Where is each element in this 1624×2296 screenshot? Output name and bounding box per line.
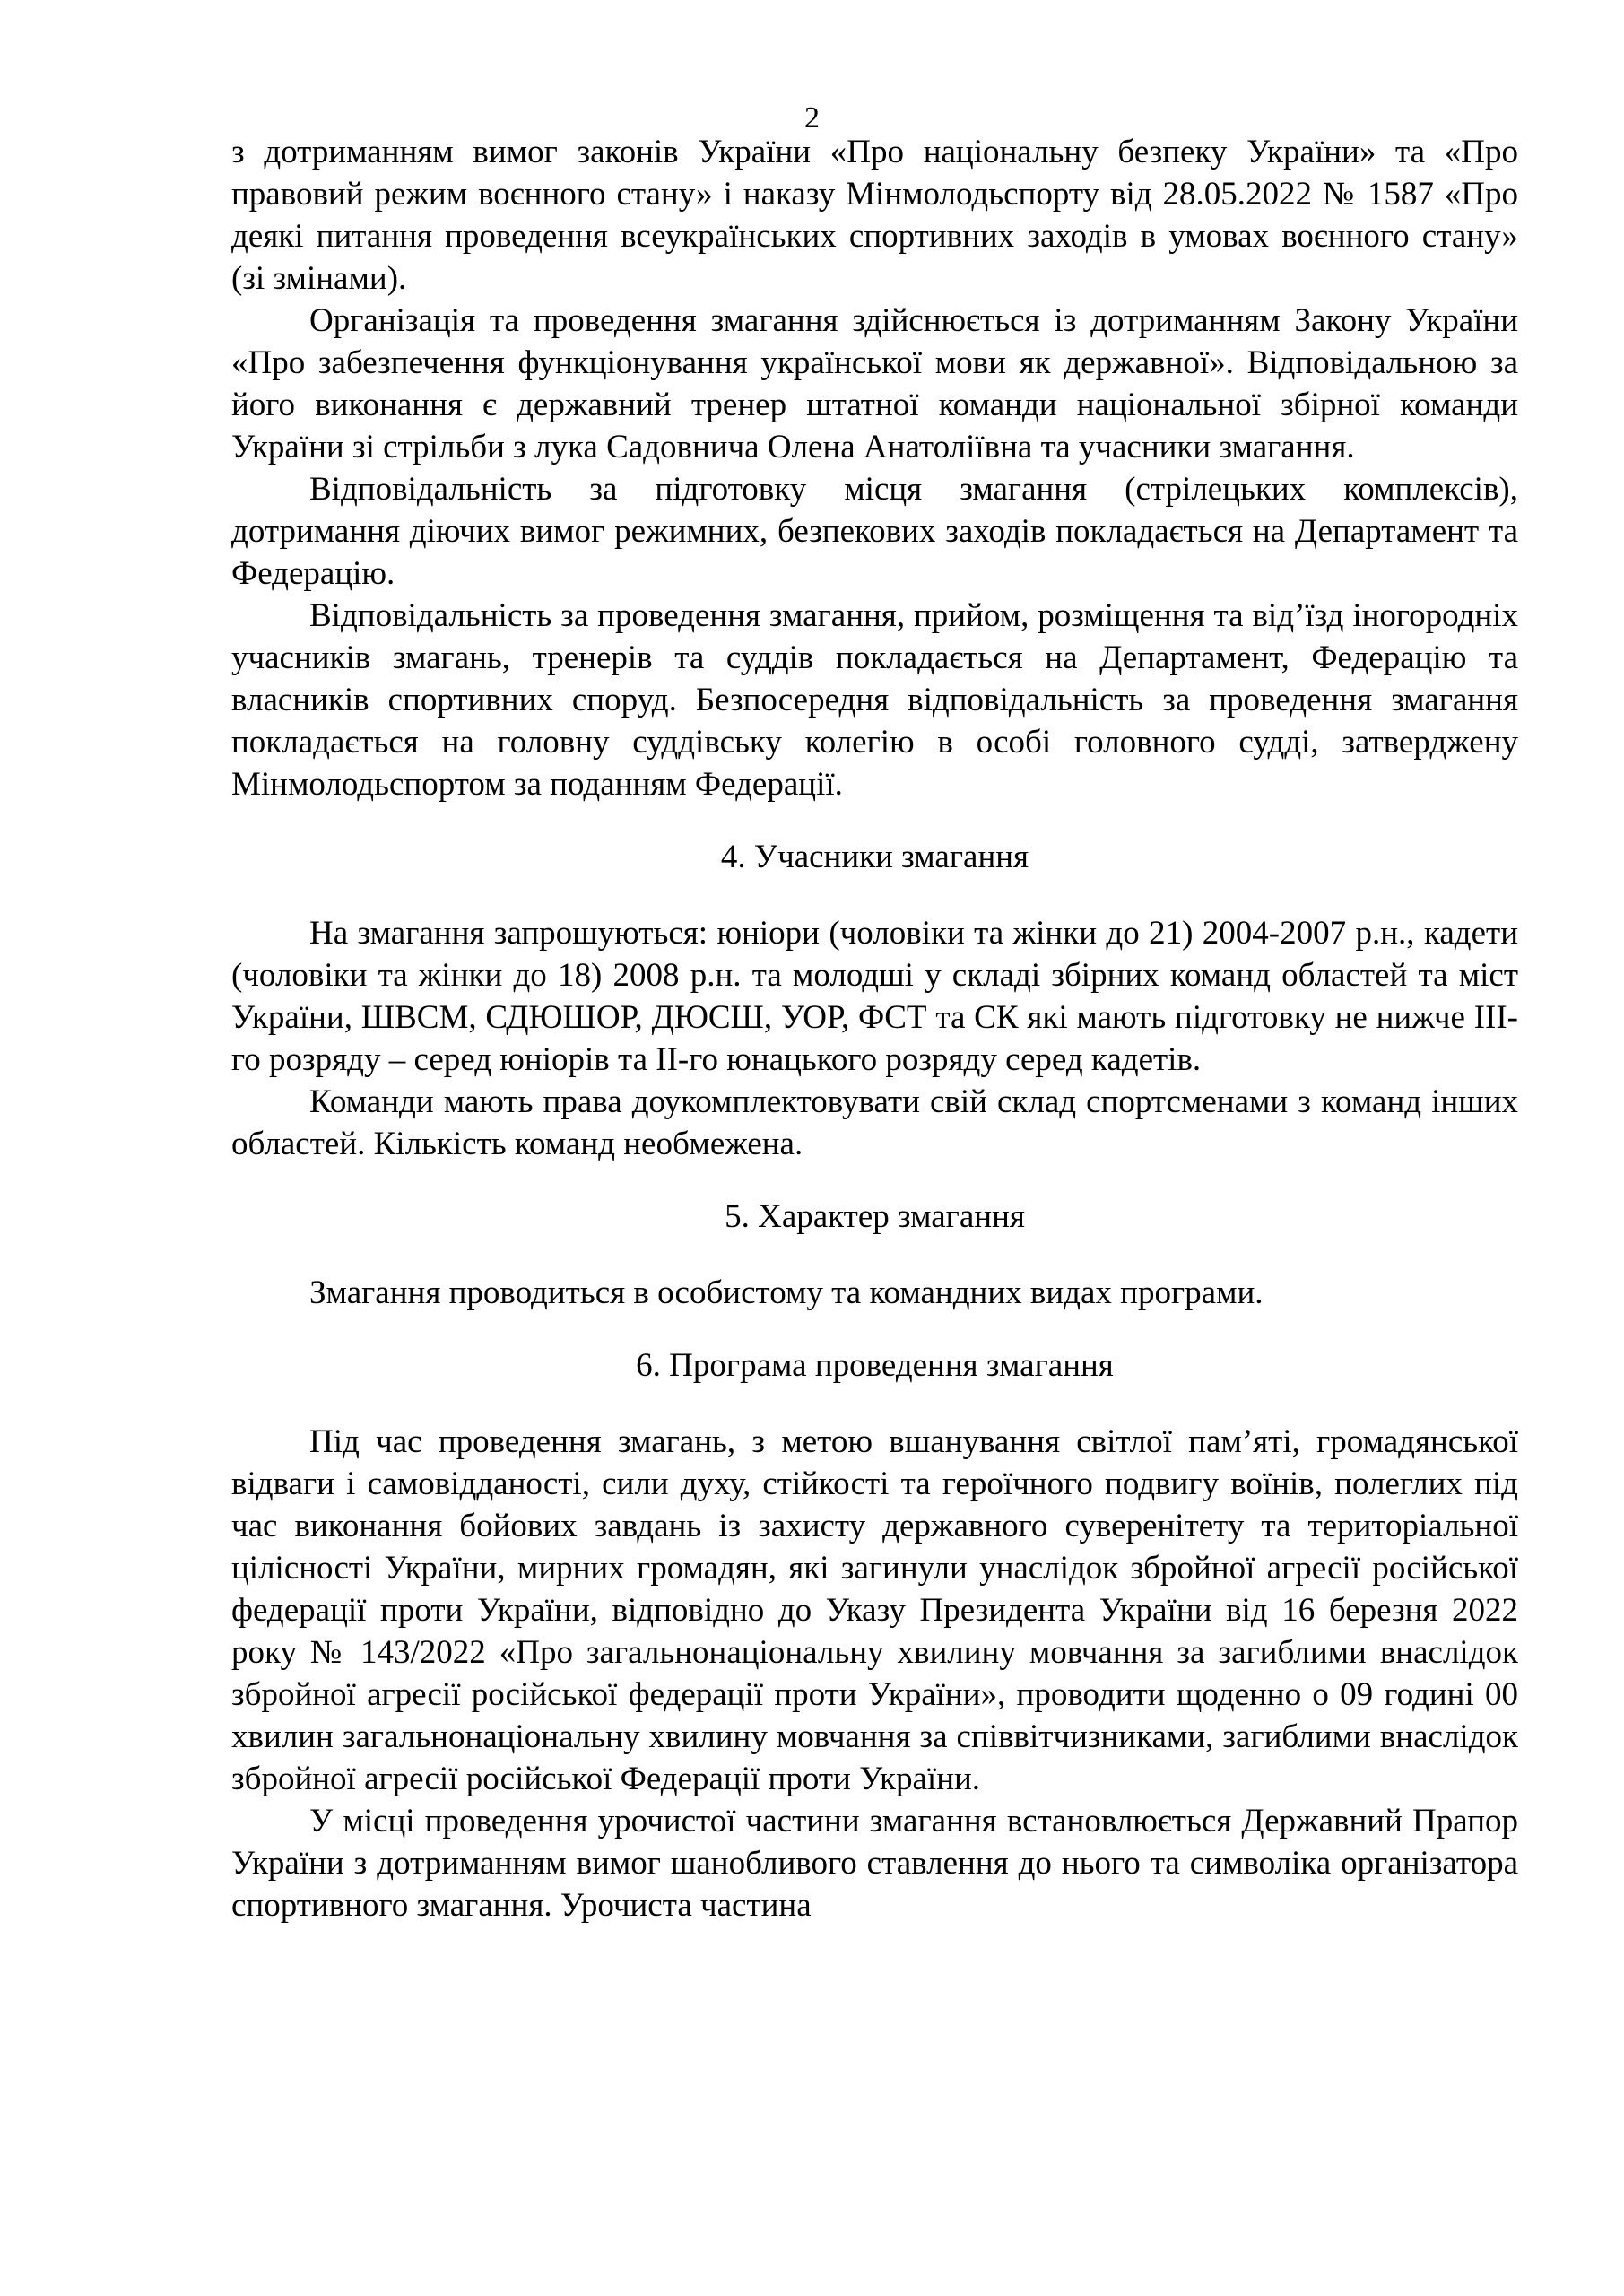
- page-number: 2: [804, 101, 820, 135]
- paragraph: Команди мають права доукомплектовувати свій склад спортсменами з команд інших областей. Кількість команд необмежена.: [231, 1083, 1518, 1162]
- paragraph: У місці проведення урочистої частини змагання встановлюється Державний Прапор України з дотриманням вимог шанобливого ставлення до нього та символіка організатора спортивного змагання. Урочиста частина: [231, 1803, 1518, 1924]
- paragraph: Відповідальність за проведення змагання, прийом, розміщення та від’їзд іногородніх учасників змагань, тренерів та суддів покладається на Департамент, Федерацію та власників спортивних споруд. Безпосередня відповідальність за проведення змагання покладається на головну суддівську колегію в особі головного судді, затверджену Мінмолодьспортом за поданням Федерації.: [231, 597, 1518, 803]
- paragraph: Змагання проводиться в особистому та командних видах програми.: [309, 1274, 1264, 1311]
- paragraph: з дотриманням вимог законів України «Про національну безпеку України» та «Про правовий режим воєнного стану» і наказу Мінмолодьспорту від 28.05.2022 № 1587 «Про деякі питання проведення всеукраїнських спортивних заходів в умовах воєнного стану» (зі змінами).: [231, 134, 1518, 297]
- paragraph: Організація та проведення змагання здійснюється із дотриманням Закону України «Про забезпечення функціонування української мови як державної». Відповідальною за його виконання є державний тренер штатної команди національної збірної команди України зі стрільби з лука Садовнича Олена Анатоліївна та учасники змагання.: [231, 302, 1518, 465]
- paragraph: На змагання запрошуються: юніори (чоловіки та жінки до 21) 2004-2007 р.н., кадети (чоловіки та жінки до 18) 2008 р.н. та молодші у складі збірних команд областей та міст України, ШВСМ, СДЮШОР, ДЮСШ, УОР, ФСТ та СК які мають підготовку не нижче ІІІ-го розряду – серед юніорів та ІІ-го юнацького розряду серед кадетів.: [231, 915, 1518, 1078]
- paragraph: Відповідальність за підготовку місця змагання (стрілецьких комплексів), дотримання діючих вимог режимних, безпекових заходів покладається на Департамент та Федерацію.: [231, 471, 1518, 592]
- section-heading-4: 4. Учасники змагання: [720, 839, 1029, 875]
- section-heading-5: 5. Характер змагання: [725, 1198, 1025, 1235]
- section-heading-6: 6. Програма проведення змагання: [636, 1347, 1114, 1384]
- document-body: [231, 131, 1518, 1926]
- paragraph: Під час проведення змагань, з метою вшанування світлої пам’яті, громадянської відваги і самовідданості, сили духу, стійкості та героїчного подвигу воїнів, полеглих під час виконання бойових завдань із захисту державного суверенітету та територіальної цілісності України, мирних громадян, які загинули унаслідок збройної агресії російської федерації проти України, відповідно до Указу Президента України від 16 березня 2022 року № 143/2022 «Про загальнонаціональну хвилину мовчання за загиблими внаслідок збройної агресії російської федерації проти України», проводити щоденно о 09 годині 00 хвилин загальнонаціональну хвилину мовчання за співвітчизниками, загиблими внаслідок збройної агресії російської Федерації проти України.: [231, 1423, 1518, 1797]
